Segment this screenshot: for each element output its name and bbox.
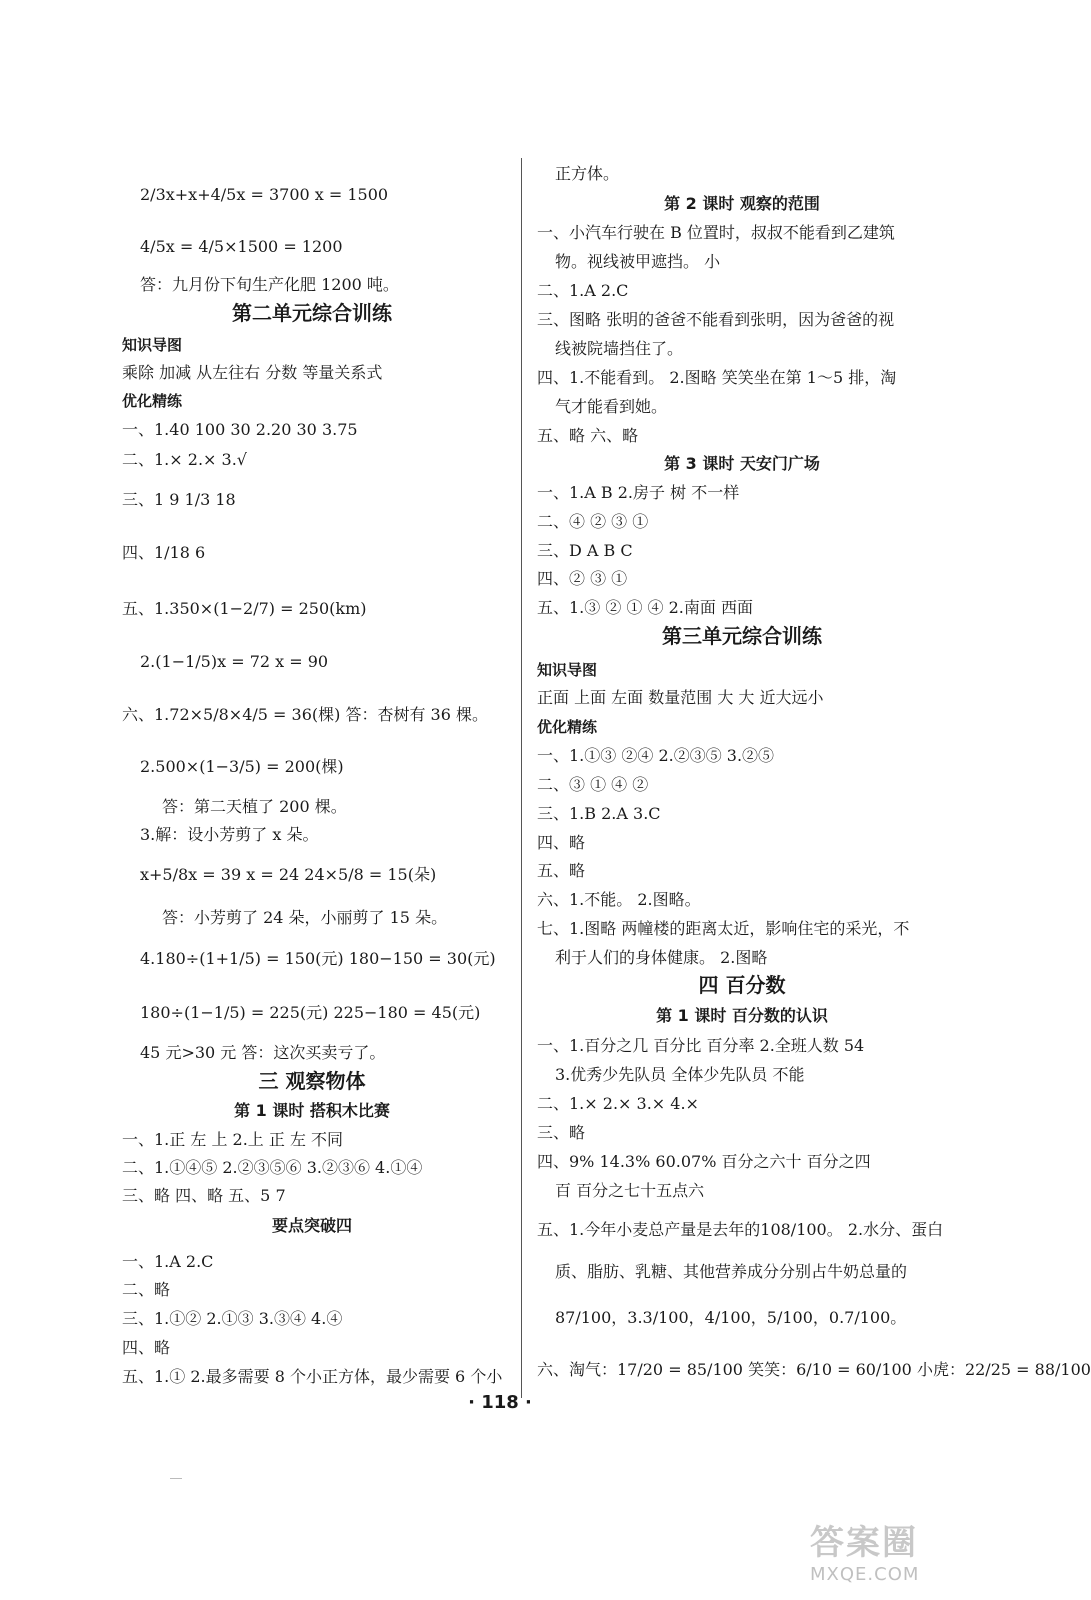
right-text-line: 第 2 课时 观察的范围 [664, 194, 820, 213]
left-text-line: 四、略 [122, 1338, 171, 1357]
right-text-line: 七、1.图略 两幢楼的距离太近，影响住宅的采光，不 [537, 919, 910, 938]
right-text-line: 线被院墙挡住了。 [555, 339, 684, 358]
left-text-line: 优化精练 [122, 392, 183, 410]
left-text-line: 三、略 四、略 五、5 7 [122, 1186, 286, 1205]
right-text-line: 第 3 课时 天安门广场 [664, 454, 820, 473]
right-text-line: 一、1.百分之几 百分比 百分率 2.全班人数 54 [537, 1036, 865, 1055]
watermark-logo [810, 1515, 970, 1585]
left-text-line: 二、1.× 2.× 3.√ [122, 450, 247, 469]
right-text-line: 四、略 [537, 833, 586, 852]
right-text-line: 四 百分数 [698, 973, 786, 997]
right-text-line: 三、略 [537, 1123, 586, 1142]
left-text-line: 二、略 [122, 1280, 171, 1299]
left-text-line: 第二单元综合训练 [232, 301, 392, 325]
column-divider [521, 158, 522, 1398]
right-text-line: 正面 上面 左面 数量范围 大 大 近大远小 [537, 688, 824, 707]
right-text-line: 六、淘气：17/20 = 85/100 笑笑：6/10 = 60/100 小虎：22/25 = 88/100 [537, 1360, 1091, 1379]
right-text-line: 四、1.不能看到。 2.图略 笑笑坐在第 1～5 排，淘 [537, 368, 897, 387]
right-text-line: 优化精练 [537, 718, 598, 736]
right-text-line: 四、9% 14.3% 60.07% 百分之六十 百分之四 [537, 1152, 871, 1171]
left-text-line: 4.180÷(1+1/5) = 150(元) 180−150 = 30(元) [140, 949, 496, 968]
left-text-line: 答：第二天植了 200 棵。 [162, 797, 347, 816]
left-text-line: 答：小芳剪了 24 朵，小丽剪了 15 朵。 [162, 908, 448, 927]
left-text-line: 2.(1−1/5)x = 72 x = 90 [140, 652, 329, 671]
left-text-line: 四、1/18 6 [122, 543, 206, 562]
left-text-line: 一、1.A 2.C [122, 1252, 214, 1271]
right-text-line: 五、略 六、略 [537, 426, 639, 445]
left-text-line: 答：九月份下旬生产化肥 1200 吨。 [140, 275, 399, 294]
right-text-line: 五、略 [537, 861, 586, 880]
right-text-line: 五、1.今年小麦总产量是去年的108/100。 2.水分、蛋白 [537, 1220, 944, 1239]
right-text-line: 一、1.A B 2.房子 树 不一样 [537, 483, 740, 502]
left-text-line: 三、1 9 1/3 18 [122, 490, 236, 509]
right-text-line: 二、1.× 2.× 3.× 4.× [537, 1094, 699, 1113]
right-text-line: 利于人们的身体健康。 2.图略 [555, 948, 768, 967]
left-text-line: 45 元>30 元 答：这次买卖亏了。 [140, 1043, 386, 1062]
left-text-line: 五、1.350×(1−2/7) = 250(km) [122, 599, 367, 618]
left-text-line: 4/5x = 4/5×1500 = 1200 [140, 237, 343, 256]
right-text-line: 六、1.不能。 2.图略。 [537, 890, 701, 909]
right-text-line: 3.优秀少先队员 全体少先队员 不能 [555, 1065, 805, 1084]
right-text-line: 三、图略 张明的爸爸不能看到张明，因为爸爸的视 [537, 310, 895, 329]
left-text-line: 180÷(1−1/5) = 225(元) 225−180 = 45(元) [140, 1003, 481, 1022]
scan-mark [170, 1478, 182, 1479]
right-text-line: 百 百分之七十五点六 [555, 1181, 705, 1200]
right-text-line: 第三单元综合训练 [662, 624, 822, 648]
right-text-line: 气才能看到她。 [555, 397, 668, 416]
right-text-line: 二、④ ② ③ ① [537, 512, 649, 531]
watermark-line2: MXQE.COM [810, 1564, 920, 1585]
left-text-line: 二、1.①④⑤ 2.②③⑤⑥ 3.②③⑥ 4.①④ [122, 1158, 423, 1177]
left-text-line: 六、1.72×5/8×4/5 = 36(棵) 答：杏树有 36 棵。 [122, 705, 488, 724]
right-text-line: 一、1.①③ ②④ 2.②③⑤ 3.②⑤ [537, 746, 775, 765]
left-text-line: 五、1.① 2.最多需要 8 个小正方体，最少需要 6 个小 [122, 1367, 503, 1386]
right-text-line: 质、脂肪、乳糖、其他营养成分分别占牛奶总量的 [555, 1262, 908, 1281]
left-text-line: 2.500×(1−3/5) = 200(棵) [140, 757, 344, 776]
left-text-line: 知识导图 [122, 336, 183, 354]
left-text-line: 乘除 加减 从左往右 分数 等量关系式 [122, 363, 383, 382]
right-text-line: 三、D A B C [537, 541, 633, 560]
right-text-line: 87/100，3.3/100，4/100，5/100，0.7/100。 [555, 1308, 907, 1327]
left-text-line: 2/3x+x+4/5x = 3700 x = 1500 [140, 185, 389, 204]
right-text-line: 二、③ ① ④ ② [537, 775, 649, 794]
left-text-line: 第 1 课时 搭积木比赛 [234, 1101, 390, 1120]
watermark-line1: 答案圈 [810, 1523, 918, 1563]
left-text-line: 一、1.正 左 上 2.上 正 左 不同 [122, 1130, 344, 1149]
right-text-line: 物。视线被甲遮挡。 小 [555, 252, 721, 271]
right-text-line: 第 1 课时 百分数的认识 [656, 1006, 828, 1025]
right-text-line: 五、1.③ ② ① ④ 2.南面 西面 [537, 598, 753, 617]
right-text-line: 知识导图 [537, 661, 598, 679]
left-text-line: 一、1.40 100 30 2.20 30 3.75 [122, 420, 358, 439]
right-text-line: 二、1.A 2.C [537, 281, 629, 300]
right-text-line: 一、小汽车行驶在 B 位置时，叔叔不能看到乙建筑 [537, 223, 895, 242]
left-text-line: 3.解：设小芳剪了 x 朵。 [140, 825, 319, 844]
left-text-line: 要点突破四 [271, 1216, 352, 1235]
left-text-line: 三、1.①② 2.①③ 3.③④ 4.④ [122, 1309, 343, 1328]
left-text-line: 三 观察物体 [258, 1069, 366, 1093]
page-number: · 118 · [468, 1392, 532, 1413]
left-text-line: x+5/8x = 39 x = 24 24×5/8 = 15(朵) [140, 865, 437, 884]
right-text-line: 正方体。 [555, 164, 620, 183]
right-text-line: 四、② ③ ① [537, 569, 628, 588]
right-text-line: 三、1.B 2.A 3.C [537, 804, 661, 823]
